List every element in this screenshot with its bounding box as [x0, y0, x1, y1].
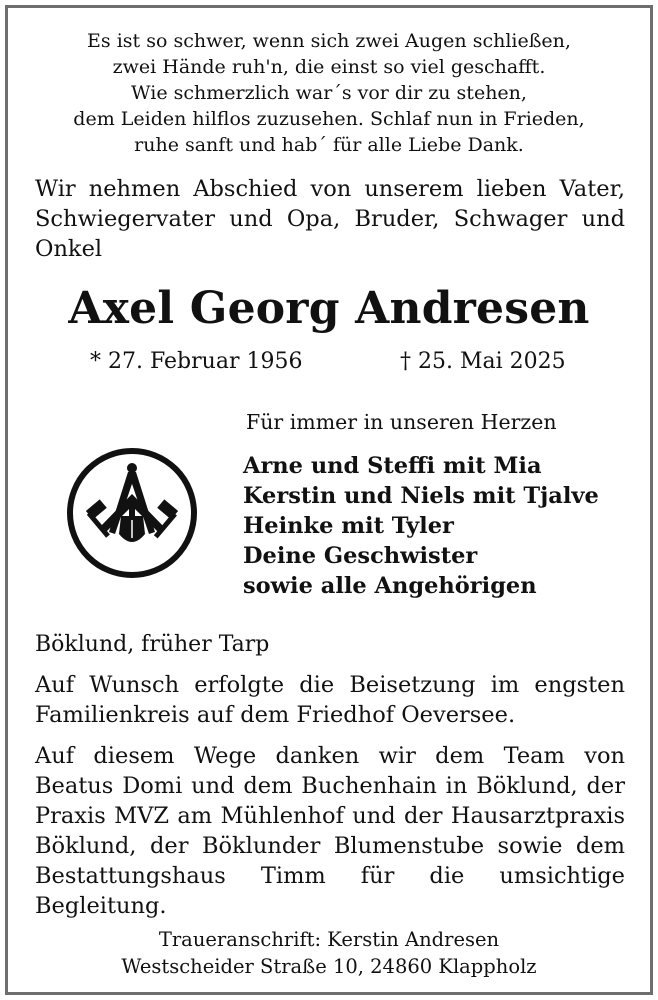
deceased-name: Axel Georg Andresen	[68, 283, 590, 334]
poem-line: zwei Hände ruh'n, die einst so viel geschafft.	[112, 56, 546, 78]
farewell-intro: Wir nehmen Abschied von unserem lieben Vater, Schwiegervater und Opa, Bruder, Schwager und Onkel	[35, 176, 625, 262]
mourner-line: Kerstin und Niels mit Tjalve	[243, 483, 599, 509]
poem-line: Es ist so schwer, wenn sich zwei Augen schließen,	[87, 30, 571, 52]
poem-line: Wie schmerzlich war´s vor dir zu stehen,	[131, 82, 527, 104]
obituary-notice	[5, 5, 653, 995]
mourner-line: Deine Geschwister	[243, 543, 478, 569]
poem-line: dem Leiden hilflos zuzusehen. Schlaf nun in Frieden,	[73, 108, 585, 130]
mourners-list	[243, 451, 599, 601]
burial-note: Auf Wunsch erfolgte die Beisetzung im engsten Familienkreis auf dem Friedhof Oeversee.	[35, 672, 625, 728]
poem-line: ruhe sanft und hab´ für alle Liebe Dank.	[134, 134, 524, 156]
death-date: † 25. Mai 2025	[400, 349, 566, 374]
birth-date: * 27. Februar 1956	[90, 349, 303, 374]
place-line: Böklund, früher Tarp	[35, 632, 270, 657]
memorial-poem	[8, 28, 650, 158]
address-line: Westscheider Straße 10, 24860 Klappholz	[121, 955, 537, 978]
forever-in-hearts-line: Für immer in unseren Herzen	[246, 410, 557, 434]
mourning-address	[8, 926, 650, 980]
thanks-note: Auf diesem Wege danken wir dem Team von Beatus Domi und dem Buchenhain in Böklund, der Praxis MVZ am Mühlenhof und der Hausarztpraxis Böklund, der Böklunder Blumenstube sowie dem Bestattungshaus Timm für die umsichtige Begleitung.	[35, 743, 625, 919]
mourner-line: Heinke mit Tyler	[243, 513, 454, 539]
freemason-emblem-icon	[65, 446, 199, 580]
mourner-line: sowie alle Angehörigen	[243, 573, 537, 599]
mourner-line: Arne und Steffi mit Mia	[243, 453, 542, 479]
address-line: Traueranschrift: Kerstin Andresen	[158, 928, 500, 951]
